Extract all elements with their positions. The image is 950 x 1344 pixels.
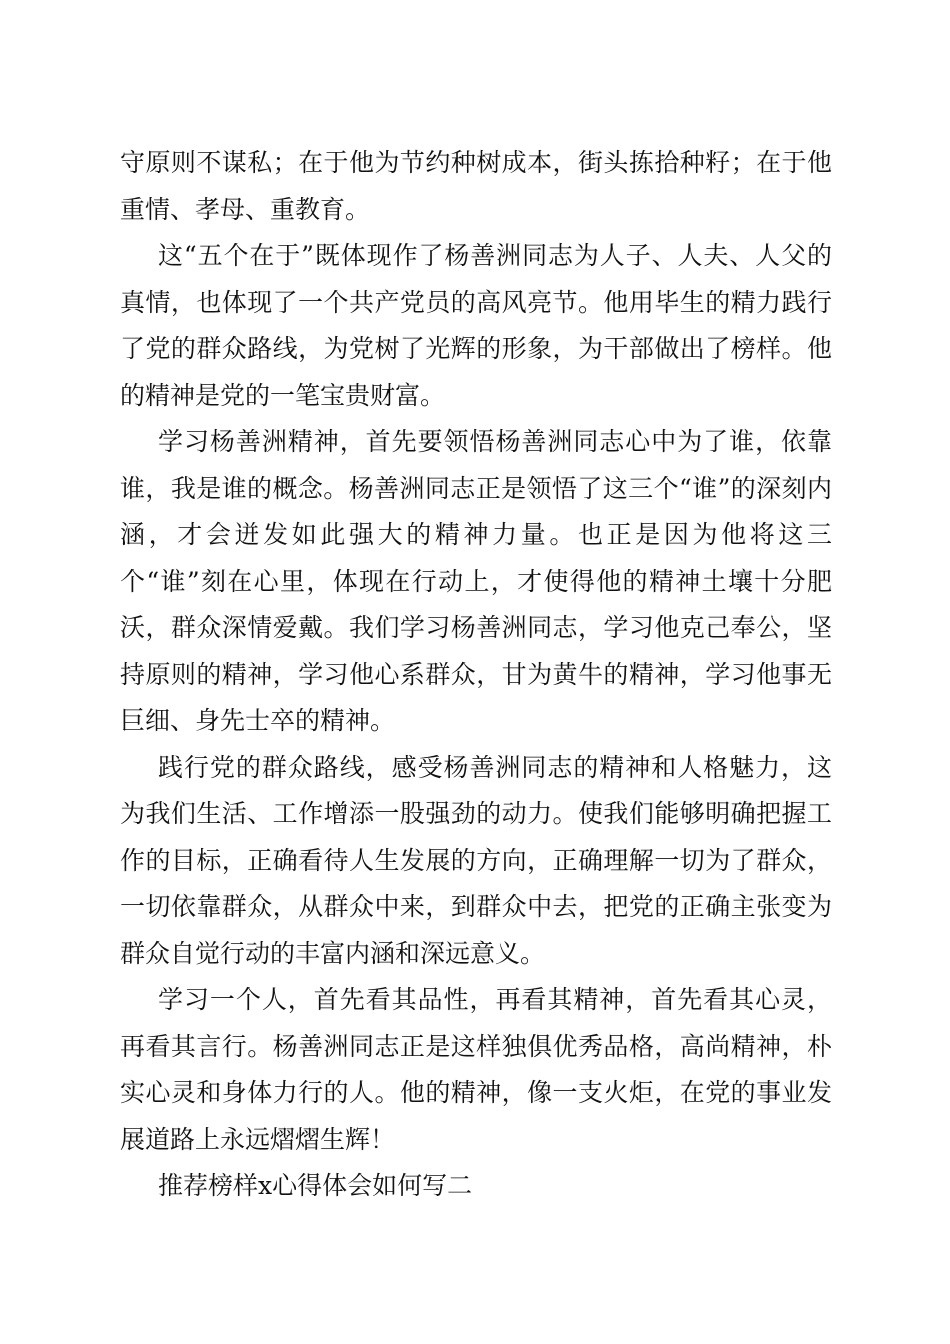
- document-body: [120, 140, 832, 1210]
- paragraph-5: 学习一个人，首先看其品性，再看其精神，首先看其心灵，再看其言行。杨善洲同志正是这样独俱优秀品格，高尚精神，朴实心灵和身体力行的人。他的精神，像一支火炬，在党的事业发展道路上永远熠熠生辉！: [120, 985, 832, 1154]
- paragraph-4: 践行党的群众路线，感受杨善洲同志的精神和人格魅力，这为我们生活、工作增添一股强劲的动力。使我们能够明确把握工作的目标，正确看待人生发展的方向，正确理解一切为了群众，一切依靠群众，从群众中来，到群众中去，把党的正确主张变为群众自觉行动的丰富内涵和深远意义。: [120, 752, 832, 968]
- section-heading: 推荐榜样x心得体会如何写二: [158, 1171, 473, 1200]
- paragraph-1: 守原则不谋私；在于他为节约种树成本，街头拣拾种籽；在于他重情、孝母、重教育。: [120, 148, 832, 224]
- paragraph-2: 这“五个在于”既体现作了杨善洲同志为人子、人夫、人父的真情，也体现了一个共产党员的高风亮节。他用毕生的精力践行了党的群众路线，为党树了光辉的形象，为干部做出了榜样。他的精神是党的一笔宝贵财富。: [120, 241, 832, 410]
- paragraph-3: 学习杨善洲精神，首先要领悟杨善洲同志心中为了谁，依靠谁，我是谁的概念。杨善洲同志正是领悟了这三个“谁”的深刻内涵，才会迸发如此强大的精神力量。也正是因为他将这三个“谁”刻在心里，体现在行动上，才使得他的精神土壤十分肥沃，群众深情爱戴。我们学习杨善洲同志，学习他克己奉公，坚持原则的精神，学习他心系群众，甘为黄牛的精神，学习他事无巨细、身先士卒的精神。: [120, 427, 832, 735]
